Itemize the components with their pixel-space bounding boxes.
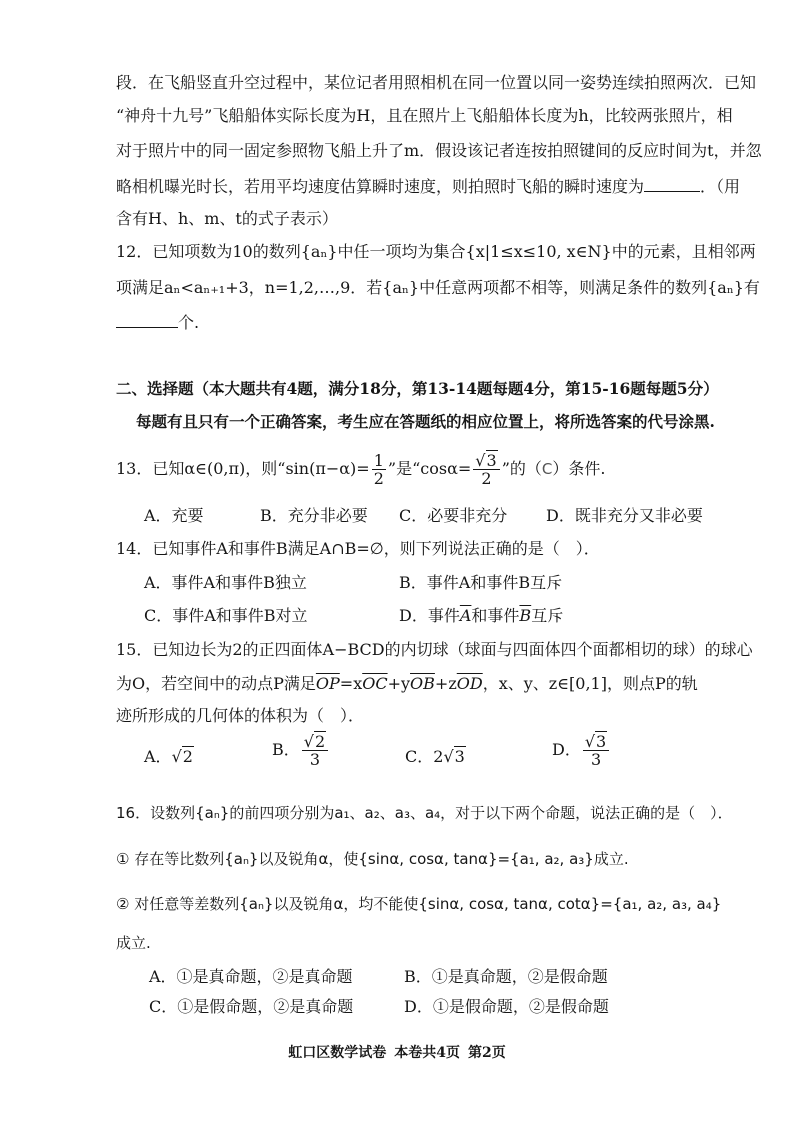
q14-option-d-pre: D．事件 [399, 606, 460, 625]
vector-od: $\overline{OD}$ [456, 674, 483, 693]
q15-option-c-rad: 3 [454, 747, 465, 766]
q13-frac2-rad: 3 [486, 451, 497, 470]
complement-a: $\overline{A}$ [459, 606, 472, 625]
q15-option-d-label: D． [552, 740, 581, 759]
vector-op: $\overline{OP}$ [315, 674, 340, 693]
q16-proposition-2-cont: 成立. [116, 934, 151, 952]
q15-option-d-den: 3 [590, 750, 602, 769]
q13-frac1-den: 2 [373, 469, 384, 488]
q11-line-1: 段．在飞船竖直升空过程中，某位记者用照相机在同一位置以同一姿势连续拍照两次．已知 [116, 73, 757, 92]
q15-line-2-post: ，x、y、z∈[0,1]，则点P的轨 [482, 674, 698, 693]
q15-line-3: 迹所形成的几何体的体积为（ ）． [116, 706, 365, 725]
sqrt-symbol: √3 [475, 451, 497, 470]
q15-option-a-label: A． [144, 747, 172, 766]
answer-blank-q12[interactable] [116, 311, 178, 328]
sqrt-symbol: √3 [443, 747, 465, 766]
handwritten-answer-mark: C [541, 460, 553, 478]
vector-ob: $\overline{OB}$ [410, 674, 435, 693]
q11-line-2: “神舟十九号”飞船船体实际长度为H，且在照片上飞船船体长度为h，比较两张照片，相 [116, 106, 733, 125]
q16-option-d[interactable]: D．①是假命题，②是假命题 [404, 997, 609, 1016]
q15-option-d-fraction [583, 733, 609, 768]
q15-plus-z: +z [434, 674, 457, 693]
q11-line-4-text: 略相机曝光时长，若用平均速度估算瞬时速度，则拍照时飞船的瞬时速度为 [116, 177, 645, 196]
q13-option-d[interactable]: D．既非充分又非必要 [546, 506, 703, 525]
q11-line-4 [116, 175, 740, 198]
q15-eq: =x [339, 674, 363, 693]
q13-fraction-half [372, 452, 386, 487]
footer-page-number: 第2页 [468, 1045, 506, 1061]
q14-option-b[interactable]: B．事件A和事件B互斥 [399, 573, 563, 592]
q13-mid: ”是“cosα= [387, 459, 472, 478]
page-footer [0, 1042, 794, 1062]
q13-frac2-den: 2 [481, 469, 492, 488]
q15-option-b-fraction [302, 733, 328, 768]
answer-blank-q11[interactable] [644, 175, 700, 192]
q15-line-1: 15．已知边长为2的正四面体A−BCD的内切球（球面与四面体四个面都相切的球）的球心 [116, 640, 753, 659]
q13-suffix-2: ）条件. [552, 459, 606, 478]
section-2-heading: 二、选择题（本大题共有4题，满分18分，第13-14题每题4分，第15-16题每题5分） [116, 379, 719, 398]
q15-option-b-den: 3 [309, 750, 321, 769]
q15-option-d[interactable] [552, 732, 611, 768]
q16-stem: 16．设数列{aₙ}的前四项分别为a₁、a₂、a₃、a₄，对于以下两个命题，说法正确的是（ ）． [116, 804, 733, 822]
footer-title: 虹口区数学试卷 [288, 1045, 387, 1061]
q15-option-b-num [302, 733, 328, 751]
q13-prefix: 13．已知α∈(0,π)，则“sin(π−α)= [116, 459, 370, 478]
vector-oc: $\overline{OC}$ [362, 674, 388, 693]
q11-line-4-tail: ．（用 [700, 177, 741, 196]
q13-suffix: ”的（ [501, 459, 542, 478]
q13-option-c[interactable]: C．必要非充分 [399, 506, 508, 525]
q13-option-b[interactable]: B．充分非必要 [260, 506, 368, 525]
q16-proposition-1: ① 存在等比数列{aₙ}以及锐角α，使{sinα, cosα, tanα}={a₁, a₂, a₃}成立. [116, 850, 629, 868]
q11-line-3: 对于照片中的同一固定参照物飞船上升了m．假设该记者连按拍照键间的反应时间为t，并忽 [116, 141, 762, 160]
q12-line-3 [116, 311, 199, 334]
q13-frac2-num [473, 452, 499, 470]
q13-frac1-num: 1 [373, 451, 384, 470]
sqrt-symbol: √3 [584, 732, 607, 751]
q14-option-d[interactable] [399, 605, 563, 627]
section-2-instruction: 每题有且只有一个正确答案，考生应在答题纸的相应位置上，将所选答案的代号涂黑. [136, 412, 715, 431]
q13-fraction-root3-over-2 [473, 452, 499, 487]
q12-line-1: 12．已知项数为10的数列{aₙ}中任一项均为集合{x|1≤x≤10, x∈N}中的元素，且相邻两 [116, 242, 756, 261]
q15-option-d-rad: 3 [596, 732, 607, 751]
q16-option-c[interactable]: C．①是假命题，②是真命题 [149, 997, 354, 1016]
q15-option-c-coef: 2 [433, 747, 444, 766]
q16-option-a[interactable]: A．①是真命题，②是真命题 [149, 967, 353, 986]
q15-option-c[interactable] [405, 746, 466, 768]
footer-total-pages: 本卷共4页 [394, 1045, 460, 1061]
q15-line-2-pre: 为O，若空间中的动点P满足 [116, 674, 316, 693]
complement-b: $\overline{B}$ [519, 606, 532, 625]
q15-option-b-rad: 2 [314, 732, 326, 751]
q13-stem [116, 452, 605, 487]
q15-option-c-label: C． [405, 747, 434, 766]
q14-stem: 14．已知事件A和事件B满足A∩B=∅，则下列说法正确的是（ ）． [116, 539, 600, 558]
q13-option-a[interactable]: A．充要 [144, 506, 204, 525]
q11-line-5: 含有H、h、m、t的式子表示） [116, 209, 338, 228]
q14-option-a[interactable]: A．事件A和事件B独立 [144, 573, 307, 592]
q14-option-d-mid: 和事件 [471, 606, 520, 625]
q14-option-d-post: 互斥 [531, 606, 564, 625]
q12-line-2: 项满足aₙ<aₙ₊₁+3，n=1,2,…,9．若{aₙ}中任意两项都不相等，则满足条件的数列{aₙ}有 [116, 278, 760, 297]
q14-option-c[interactable]: C．事件A和事件B对立 [144, 606, 308, 625]
q15-line-2 [116, 673, 698, 695]
q15-plus-y: +y [387, 674, 411, 693]
q15-option-a[interactable] [144, 746, 194, 768]
q15-option-b[interactable] [272, 732, 330, 768]
sqrt-symbol: √2 [303, 732, 326, 751]
q15-option-b-label: B． [272, 740, 300, 759]
sqrt-symbol: √2 [171, 747, 193, 766]
q16-option-b[interactable]: B．①是真命题，②是假命题 [404, 967, 608, 986]
q16-proposition-2: ② 对任意等差数列{aₙ}以及锐角α，均不能使{sinα, cosα, tanα, cotα}={a₁, a₂, a₃, a₄} [116, 895, 722, 913]
q12-line-3-tail: 个. [178, 313, 200, 332]
q15-option-d-num [583, 733, 609, 751]
q15-option-a-rad: 2 [182, 747, 193, 766]
